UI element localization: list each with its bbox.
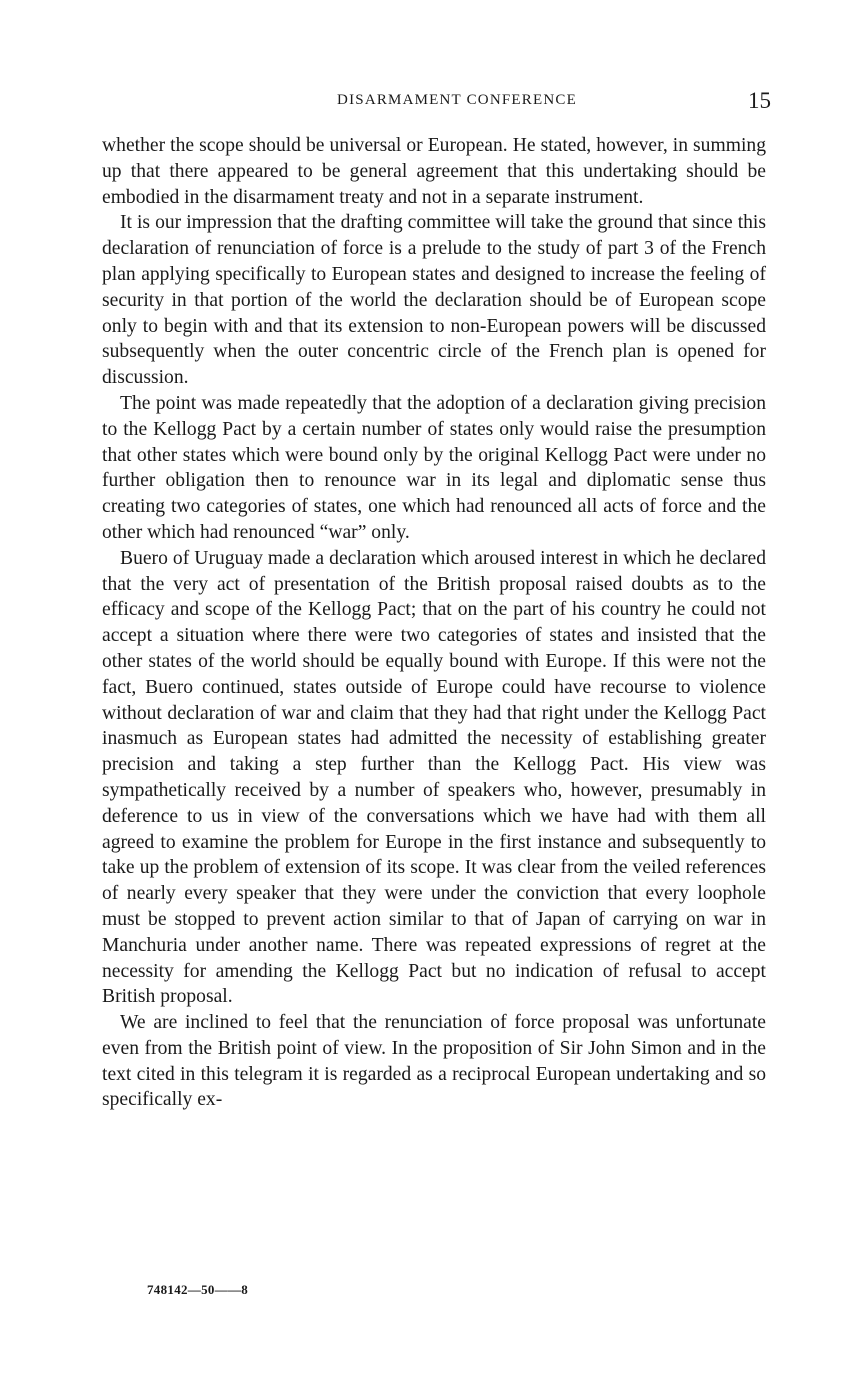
paragraph-buero-uruguay: Buero of Uruguay made a declaration which aroused interest in which he declared that the very act of presentation of the British proposal raised doubts as to the efficacy and scope of the Kellogg Pact; that on the part of his country he could not accept a situation where there were two categories of states and insisted that the other states of the world should be equally bound with Europe. If this were not the fact, Buero continued, states outside of Europe could have recourse to violence without declaration of war and claim that they had that right under the Kellogg Pact inasmuch as European states had admitted the necessity of establishing greater precision and taking a step further than the Kellogg Pact. His view was sympathetically received by a number of speakers who, however, presumably in deference to us in view of the conversations which we have had with them all agreed to examine the problem for Europe in the first instance and subsequently to take up the problem of extension of its scope. It was clear from the veiled references of nearly every speaker that they were under the conviction that every loophole must be stopped to prevent action similar to that of Japan of carrying on war in Manchuria under another name. There was repeated expressions of regret at the necessity for amending the Kellogg Pact but no indication of refusal to accept British proposal. [102, 547, 766, 1008]
body-text [102, 133, 766, 1113]
paragraph-renunciation-of-force: We are inclined to feel that the renunciation of force proposal was unfortunate even from the British point of view. In the proposition of Sir John Simon and in the text cited in this telegram it is regarded as a reciprocal European undertaking and so specifically ex- [102, 1012, 766, 1111]
running-head: DISARMAMENT CONFERENCE [337, 92, 577, 108]
page-number: 15 [748, 88, 771, 113]
paragraph-drafting-committee: It is our impression that the drafting committee will take the ground that since this declaration of renunciation of force is a prelude to the study of part 3 of the French plan applying specifically to European states and designed to increase the feeling of security in that portion of the world the declaration should be of European scope only to begin with and that its extension to non-European powers will be discussed subsequently when the outer concentric circle of the French plan is opened for discussion. [102, 212, 766, 389]
paragraph-continuation: whether the scope should be universal or European. He stated, however, in summing up that there appeared to be general agreement that this undertaking should be embodied in the disarmament treaty and not in a separate instrument. [102, 135, 766, 208]
paragraph-kellogg-pact-point: The point was made repeatedly that the adoption of a declaration giving precision to the Kellogg Pact by a certain number of states only would raise the presumption that other states which were bound only by the original Kellogg Pact were under no further obligation then to renounce war in its legal and diplomatic sense thus creating two categories of states, one which had renounced all acts of force and the other which had renounced “war” only. [102, 392, 766, 543]
print-code: 748142—50——8 [147, 1282, 249, 1297]
page-header [103, 88, 771, 116]
